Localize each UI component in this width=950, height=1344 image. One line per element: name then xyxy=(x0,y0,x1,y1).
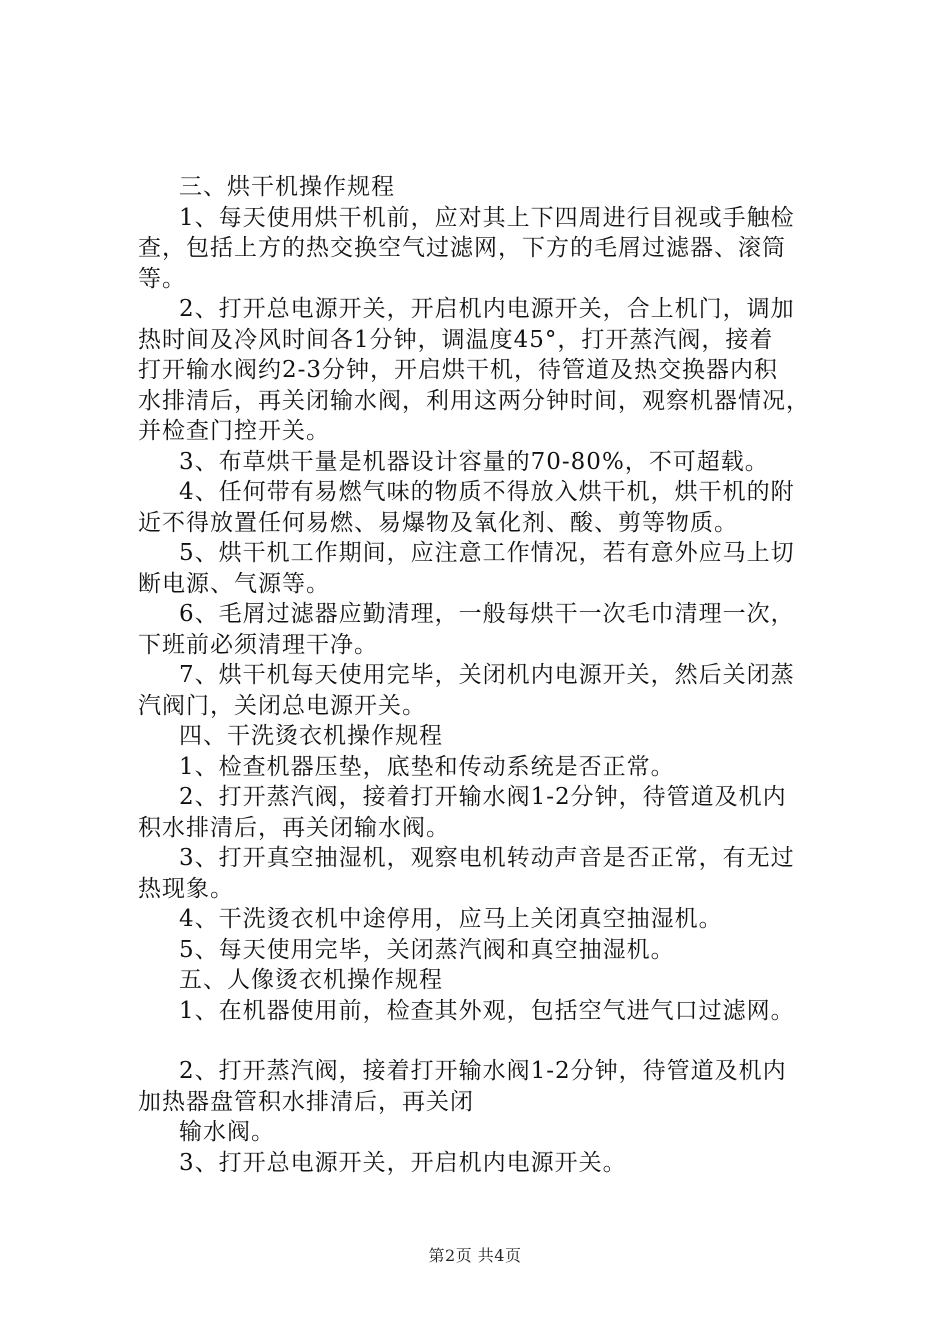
paragraph-gap xyxy=(138,1026,838,1056)
paragraph-line: 近不得放置任何易燃、易爆物及氧化剂、酸、剪等物质。 xyxy=(138,509,738,536)
paragraph-line: 6、毛屑过滤器应勤清理，一般每烘干一次毛巾清理一次， xyxy=(179,601,795,627)
paragraph-line: 加热器盘管积水排清后，再关闭 xyxy=(138,1088,474,1115)
paragraph-line: 汽阀门，关闭总电源开关。 xyxy=(138,692,426,719)
document-body xyxy=(138,172,838,1178)
paragraph-line: 3、布草烘干量是机器设计容量的70-80%，不可超载。 xyxy=(179,448,769,475)
paragraph-line: 查，包括上方的热交换空气过滤网，下方的毛屑过滤器、滚筒 xyxy=(138,235,786,261)
paragraph-line: 4、任何带有易燃气味的物质不得放入烘干机，烘干机的附 xyxy=(179,479,795,505)
paragraph-line: 4、干洗烫衣机中途停用，应马上关闭真空抽湿机。 xyxy=(179,906,723,932)
paragraph-line: 积水排清后，再关闭输水阀。 xyxy=(138,814,450,841)
paragraph-line: 断电源、气源等。 xyxy=(138,570,330,597)
paragraph-line: 5、烘干机工作期间，应注意工作情况，若有意外应马上切 xyxy=(179,540,795,566)
paragraph-line: 并检查门控开关。 xyxy=(138,418,330,444)
section-heading: 四、干洗烫衣机操作规程 xyxy=(179,723,443,749)
paragraph-line: 1、检查机器压垫，底垫和传动系统是否正常。 xyxy=(179,753,675,780)
paragraph-line: 热现象。 xyxy=(138,875,234,902)
paragraph-line: 打开输水阀约2-3分钟，开启烘干机，待管道及热交换器内积 xyxy=(138,357,779,383)
paragraph-line: 1、在机器使用前，检查其外观，包括空气进气口过滤网。 xyxy=(179,997,795,1024)
paragraph-line: 输水阀。 xyxy=(179,1119,275,1145)
paragraph-line: 热时间及冷风时间各1分钟，调温度45°，打开蒸汽阀，接着 xyxy=(138,326,774,353)
paragraph-line: 2、打开蒸汽阀，接着打开输水阀1-2分钟，待管道及机内 xyxy=(179,1058,787,1084)
page-footer: 第2页 共4页 xyxy=(428,1246,522,1265)
paragraph-line: 3、打开真空抽湿机，观察电机转动声音是否正常，有无过 xyxy=(179,845,795,871)
section-heading: 五、人像烫衣机操作规程 xyxy=(179,967,443,993)
paragraph-line: 下班前必须清理干净。 xyxy=(138,631,378,658)
paragraph-line: 5、每天使用完毕，关闭蒸汽阀和真空抽湿机。 xyxy=(179,936,675,963)
section-heading: 三、烘干机操作规程 xyxy=(179,174,395,200)
paragraph-line: 3、打开总电源开关，开启机内电源开关。 xyxy=(179,1149,627,1176)
paragraph-line: 1、每天使用烘干机前，应对其上下四周进行目视或手触检 xyxy=(179,204,795,231)
paragraph-line: 2、打开蒸汽阀，接着打开输水阀1-2分钟，待管道及机内 xyxy=(179,784,787,810)
paragraph-line: 等。 xyxy=(138,265,186,292)
paragraph-line: 7、烘干机每天使用完毕，关闭机内电源开关，然后关闭蒸 xyxy=(179,662,795,688)
paragraph-line: 水排清后，再关闭输水阀，利用这两分钟时间，观察机器情况， xyxy=(138,387,810,414)
paragraph-line: 2、打开总电源开关，开启机内电源开关，合上机门，调加 xyxy=(179,296,795,322)
